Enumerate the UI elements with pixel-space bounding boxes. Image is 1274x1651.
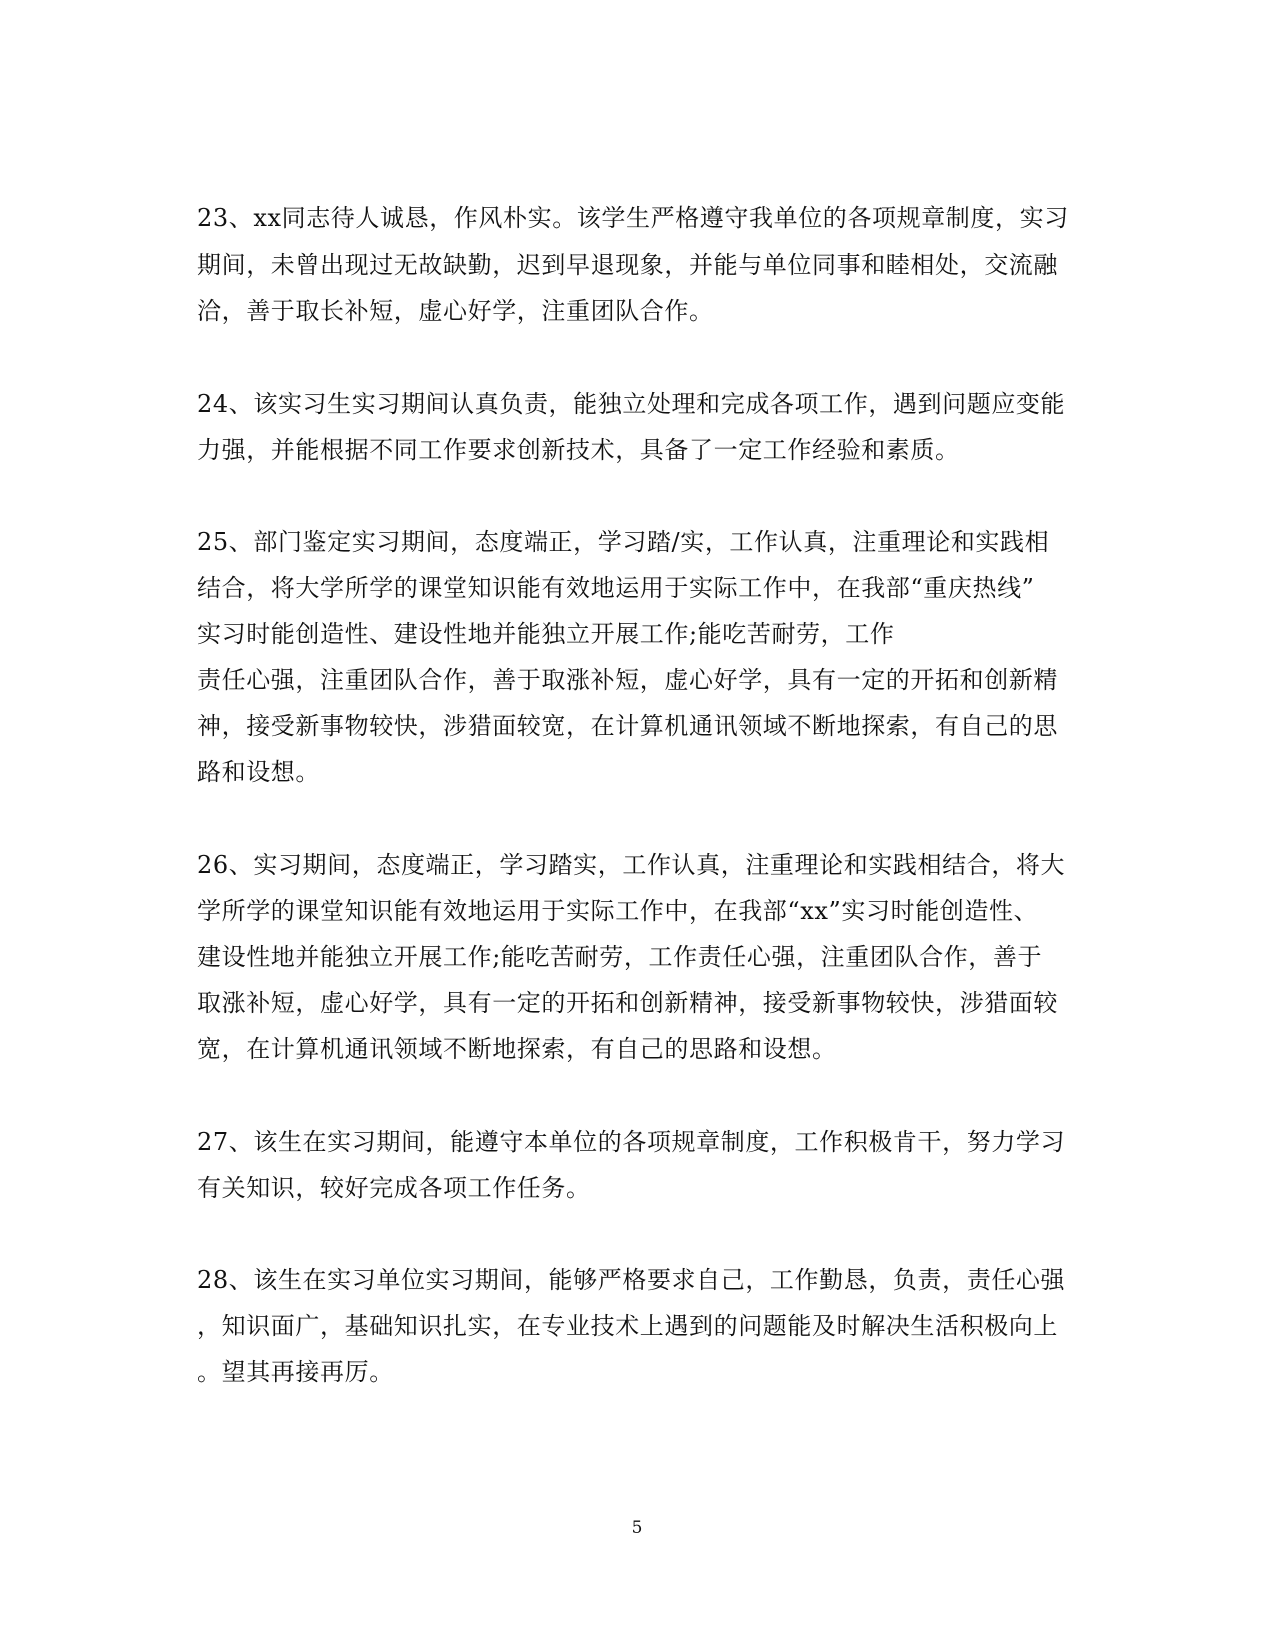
paragraph-line: 建设性地并能独立开展工作;能吃苦耐劳，工作责任心强，注重团队合作，善于 (197, 943, 1043, 971)
paragraph-line: 有关知识，较好完成各项工作任务。 (197, 1174, 591, 1202)
paragraph-line: 。望其再接再厉。 (197, 1358, 394, 1386)
paragraph-line: 神，接受新事物较快，涉猎面较宽，在计算机通讯领域不断地探索，有自己的思 (197, 712, 1058, 740)
paragraph-line: 路和设想。 (197, 758, 320, 786)
paragraph-line: 23、xx同志待人诚恳，作风朴实。该学生严格遵守我单位的各项规章制度，实习 (197, 204, 1069, 232)
paragraph-line: 24、该实习生实习期间认真负责，能独立处理和完成各项工作，遇到问题应变能 (197, 390, 1066, 418)
paragraph-line: 责任心强，注重团队合作，善于取涨补短，虚心好学，具有一定的开拓和创新精 (197, 666, 1058, 694)
paragraph-line: 宽，在计算机通讯领域不断地探索，有自己的思路和设想。 (197, 1035, 837, 1063)
paragraph-line: 洽，善于取长补短，虚心好学，注重团队合作。 (197, 297, 714, 325)
paragraph-line: 学所学的课堂知识能有效地运用于实际工作中，在我部“xx”实习时能创造性、 (197, 897, 1039, 925)
paragraph-line: 实习时能创造性、建设性地并能独立开展工作;能吃苦耐劳，工作 (197, 620, 895, 648)
paragraph-line: 结合，将大学所学的课堂知识能有效地运用于实际工作中，在我部“重庆热线” (197, 574, 1035, 602)
paragraph-line: ，知识面广，基础知识扎实，在专业技术上遇到的问题能及时解决生活积极向上 (197, 1312, 1058, 1340)
paragraph-line: 27、该生在实习期间，能遵守本单位的各项规章制度，工作积极肯干，努力学习 (197, 1128, 1066, 1156)
paragraph-line: 力强，并能根据不同工作要求创新技术，具备了一定工作经验和素质。 (197, 436, 960, 464)
page-number: 5 (631, 1518, 643, 1538)
paragraph-line: 28、该生在实习单位实习期间，能够严格要求自己，工作勤恳，负责，责任心强 (197, 1266, 1066, 1294)
paragraph-line: 25、部门鉴定实习期间，态度端正，学习踏/实，工作认真，注重理论和实践相 (197, 528, 1050, 556)
paragraph-line: 期间，未曾出现过无故缺勤，迟到早退现象，并能与单位同事和睦相处，交流融 (197, 251, 1058, 279)
paragraph-line: 26、实习期间，态度端正，学习踏实，工作认真，注重理论和实践相结合，将大 (197, 851, 1066, 879)
paragraph-line: 取涨补短，虚心好学，具有一定的开拓和创新精神，接受新事物较快，涉猎面较 (197, 989, 1058, 1017)
